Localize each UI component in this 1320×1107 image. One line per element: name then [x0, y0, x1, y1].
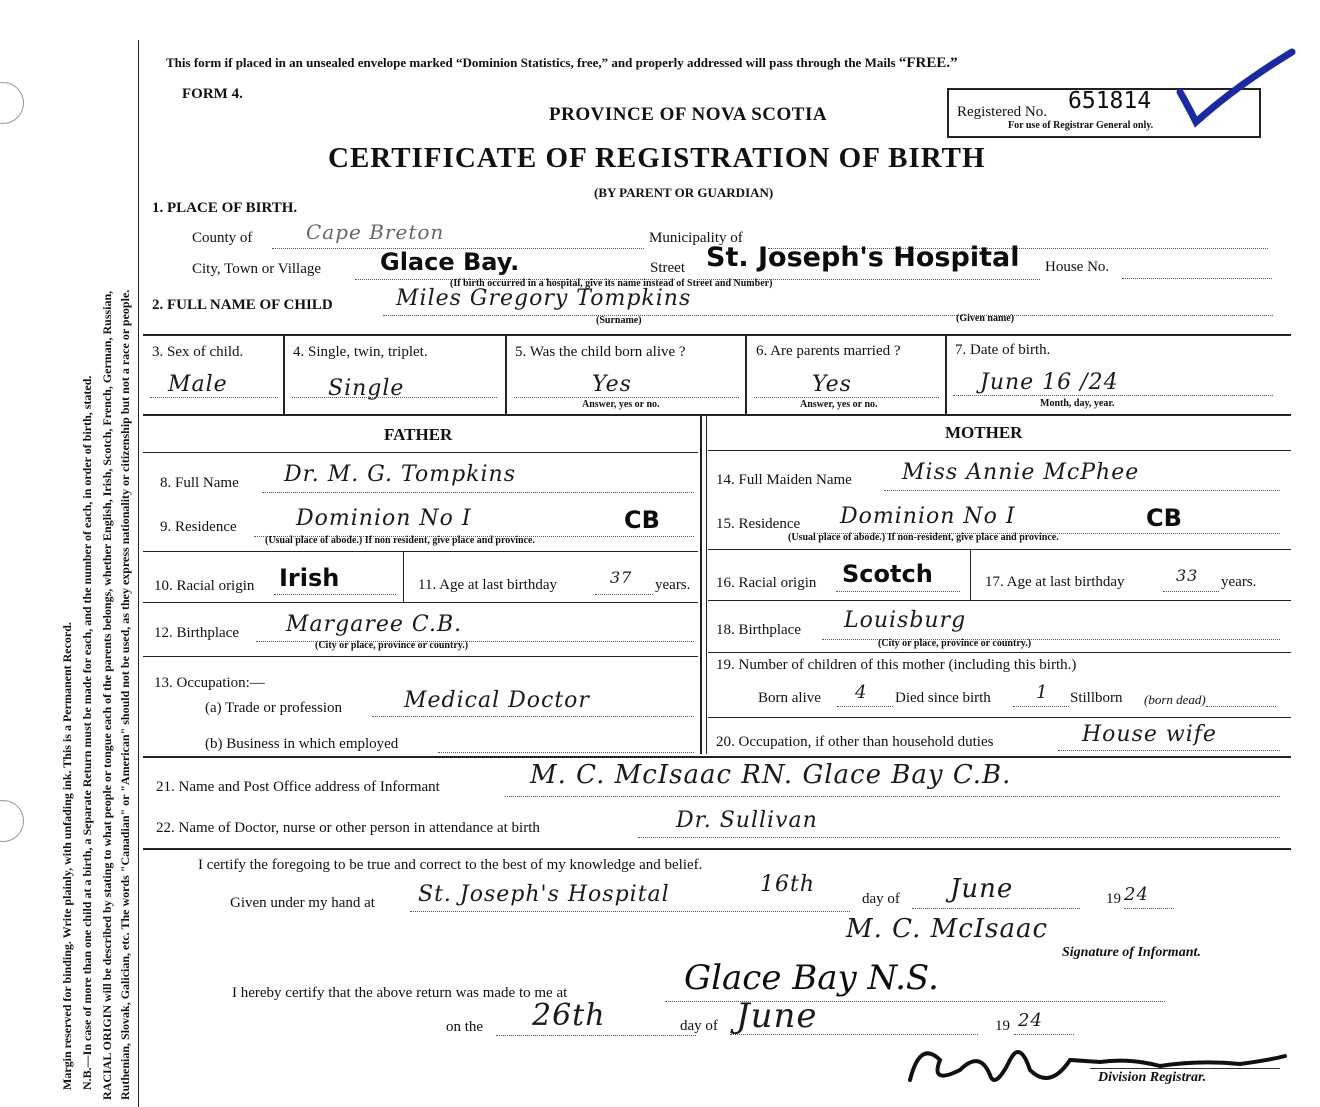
sex-value: Male: [168, 372, 228, 397]
mother-birthplace-value: Louisburg: [844, 608, 967, 633]
married-label: 6. Are parents married ?: [756, 343, 901, 359]
registrar-day: 26th: [532, 998, 606, 1033]
parents-divider: [700, 416, 702, 754]
city-value: Glace Bay.: [380, 248, 520, 276]
mother-name-value: Miss Annie McPhee: [902, 460, 1140, 485]
registrar-signature: [900, 1030, 1290, 1100]
single-value: Single: [328, 376, 405, 401]
father-business-label: (b) Business in which employed: [205, 736, 399, 752]
city-label: City, Town or Village: [192, 261, 322, 277]
given-label: Given under my hand at: [230, 895, 375, 911]
doctor-value: Dr. Sullivan: [676, 808, 818, 833]
registrar-statement: I hereby certify that the above return was made to me at: [232, 985, 568, 1001]
father-birthplace-value: Margaree C.B.: [286, 612, 463, 637]
dob-label: 7. Date of birth.: [955, 342, 1051, 358]
father-residence-label: 9. Residence: [160, 519, 237, 535]
father-residence-note: (Usual place of abode.) If non resident, give place and province.: [265, 535, 535, 546]
single-label: 4. Single, twin, triplet.: [293, 344, 428, 360]
registrar-use-note: For use of Registrar General only.: [1008, 120, 1154, 131]
mother-occupation-value: House wife: [1082, 722, 1217, 747]
married-note: Answer, yes or no.: [800, 399, 878, 410]
doctor-label: 22. Name of Doctor, nurse or other person in attendance at birth: [156, 820, 540, 836]
mother-racial-label: 16. Racial origin: [716, 575, 817, 591]
mother-age-unit: years.: [1221, 574, 1257, 590]
mother-age-value: 33: [1176, 566, 1199, 585]
margin-rule: [138, 40, 139, 1107]
place-heading: 1. PLACE OF BIRTH.: [152, 200, 298, 216]
father-age-value: 37: [610, 568, 633, 587]
county-label: County of: [192, 230, 253, 246]
divider-parents-top: [143, 414, 1291, 416]
check-mark-icon: [1176, 46, 1306, 136]
province-heading: PROVINCE OF NOVA SCOTIA: [549, 104, 828, 125]
margin-note-2: N.B.—In case of more than one child at a birth, a Separate Return must be made for each, and the number of each, in order of birth, stated.: [80, 375, 94, 1090]
father-trade-value: Medical Doctor: [404, 688, 590, 713]
hospital-note: (If birth occurred in a hospital, give its name instead of Street and Number): [450, 278, 773, 289]
registered-number: 651814: [1068, 88, 1152, 114]
mother-racial-value: Scotch: [842, 560, 933, 588]
father-residence-value: Dominion No I: [296, 506, 472, 531]
father-age-label: 11. Age at last birthday: [418, 577, 557, 593]
informant-signature-label: Signature of Informant.: [1062, 945, 1201, 960]
mail-note-free: “FREE.”: [898, 55, 958, 71]
mother-heading: MOTHER: [945, 423, 1023, 442]
mother-residence-note: (Usual place of abode.) If non-resident, give place and province.: [788, 532, 1059, 543]
alive-value: Yes: [592, 372, 632, 397]
certificate-subtitle: (BY PARENT OR GUARDIAN): [594, 185, 774, 200]
father-racial-label: 10. Racial origin: [154, 578, 255, 594]
given-day-label: day of: [862, 891, 900, 907]
father-birthplace-note: (City or place, province or country.): [315, 640, 469, 651]
margin-note-3: RACIAL ORIGIN will be described by stating to what people or tongue each of the parents belongs, whether English, Irish, Scotch, French, German, Russian,: [100, 290, 114, 1100]
given-day: 16th: [760, 872, 816, 897]
divider-parents-bottom: [143, 756, 1291, 758]
stillborn-note: (born dead): [1144, 692, 1206, 707]
house-label: House No.: [1045, 259, 1110, 275]
registrar-year-prefix: 19: [995, 1018, 1010, 1034]
born-alive-value: 4: [855, 682, 868, 703]
father-birthplace-label: 12. Birthplace: [154, 625, 239, 641]
alive-note: Answer, yes or no.: [582, 399, 660, 410]
mother-residence-value: Dominion No I: [840, 504, 1016, 529]
father-heading: FATHER: [384, 425, 453, 444]
divider-certification: [143, 848, 1291, 850]
father-age-unit: years.: [655, 577, 691, 593]
mother-name-label: 14. Full Maiden Name: [716, 472, 852, 488]
father-name-value: Dr. M. G. Tompkins: [284, 462, 516, 487]
mother-birthplace-note: (City or place, province or country.): [878, 638, 1032, 649]
father-trade-label: (a) Trade or profession: [205, 700, 343, 716]
registrar-month: June: [736, 996, 818, 1036]
registered-label: Registered No.: [957, 104, 1047, 120]
registrar-day-label: day of: [680, 1018, 718, 1034]
father-occupation-label: 13. Occupation:—: [154, 675, 265, 691]
child-name-value: Miles Gregory Tompkins: [396, 286, 692, 311]
informant-signature: M. C. McIsaac: [846, 914, 1049, 944]
mother-age-label: 17. Age at last birthday: [985, 574, 1125, 590]
informant-label: 21. Name and Post Office address of Informant: [156, 779, 440, 795]
certificate-title: CERTIFICATE OF REGISTRATION OF BIRTH: [328, 142, 986, 174]
mail-note-text: This form if placed in an unsealed envelope marked “Dominion Statistics, free,” and properly addressed will pass through the Mails: [166, 55, 899, 70]
father-name-label: 8. Full Name: [160, 475, 239, 491]
on-the-label: on the: [446, 1019, 484, 1035]
dob-value: June 16 /24: [980, 370, 1119, 395]
mother-residence-label: 15. Residence: [716, 516, 801, 532]
sex-label: 3. Sex of child.: [152, 344, 244, 360]
child-name-label: 2. FULL NAME OF CHILD: [152, 297, 333, 313]
married-value: Yes: [812, 372, 852, 397]
divider-row-top: [143, 334, 1291, 336]
mother-birthplace-label: 18. Birthplace: [716, 622, 801, 638]
margin-note-1: Margin reserved for binding. Write plainly, with unfading ink. This is a Permanent Record.: [60, 622, 74, 1090]
registrar-place: Glace Bay N.S.: [684, 958, 939, 998]
given-year-prefix: 19: [1106, 891, 1121, 907]
punch-hole-top: [0, 82, 24, 124]
given-name-note: (Given name): [956, 313, 1015, 324]
mother-residence-cb: CB: [1146, 504, 1182, 532]
surname-note: (Surname): [596, 315, 642, 326]
given-year: 24: [1124, 884, 1149, 905]
born-alive-label: Born alive: [758, 690, 821, 706]
dob-note: Month, day, year.: [1040, 398, 1115, 409]
died-value: 1: [1036, 682, 1049, 703]
margin-note-4: Ruthenian, Slovak, Galician, etc. The words "Canadian" or "American" should not be used, as they express nationality or citizenship but not a race or people.: [118, 289, 132, 1100]
form-number: FORM 4.: [182, 86, 243, 102]
mail-note: [166, 55, 958, 72]
punch-hole-bottom: [0, 800, 24, 842]
mother-children-label: 19. Number of children of this mother (including this birth.): [716, 657, 1077, 673]
alive-label: 5. Was the child born alive ?: [515, 344, 686, 360]
street-label: Street: [650, 260, 685, 276]
registrar-year: 24: [1018, 1010, 1043, 1031]
informant-value: M. C. McIsaac RN. Glace Bay C.B.: [530, 760, 1012, 790]
stillborn-label: Stillborn: [1070, 690, 1123, 706]
certify-statement: I certify the foregoing to be true and correct to the best of my knowledge and belief.: [198, 857, 703, 873]
mother-occupation-label: 20. Occupation, if other than household duties: [716, 734, 994, 750]
given-place: St. Joseph's Hospital: [418, 882, 670, 907]
municipality-label: Municipality of: [649, 230, 743, 246]
registrar-signature-label: Division Registrar.: [1098, 1070, 1207, 1085]
county-value: Cape Breton: [306, 220, 445, 244]
father-residence-cb: CB: [624, 506, 660, 534]
given-month: June: [950, 874, 1014, 904]
father-racial-value: Irish: [279, 564, 340, 592]
street-value: St. Joseph's Hospital: [706, 242, 1020, 273]
died-label: Died since birth: [895, 690, 991, 706]
